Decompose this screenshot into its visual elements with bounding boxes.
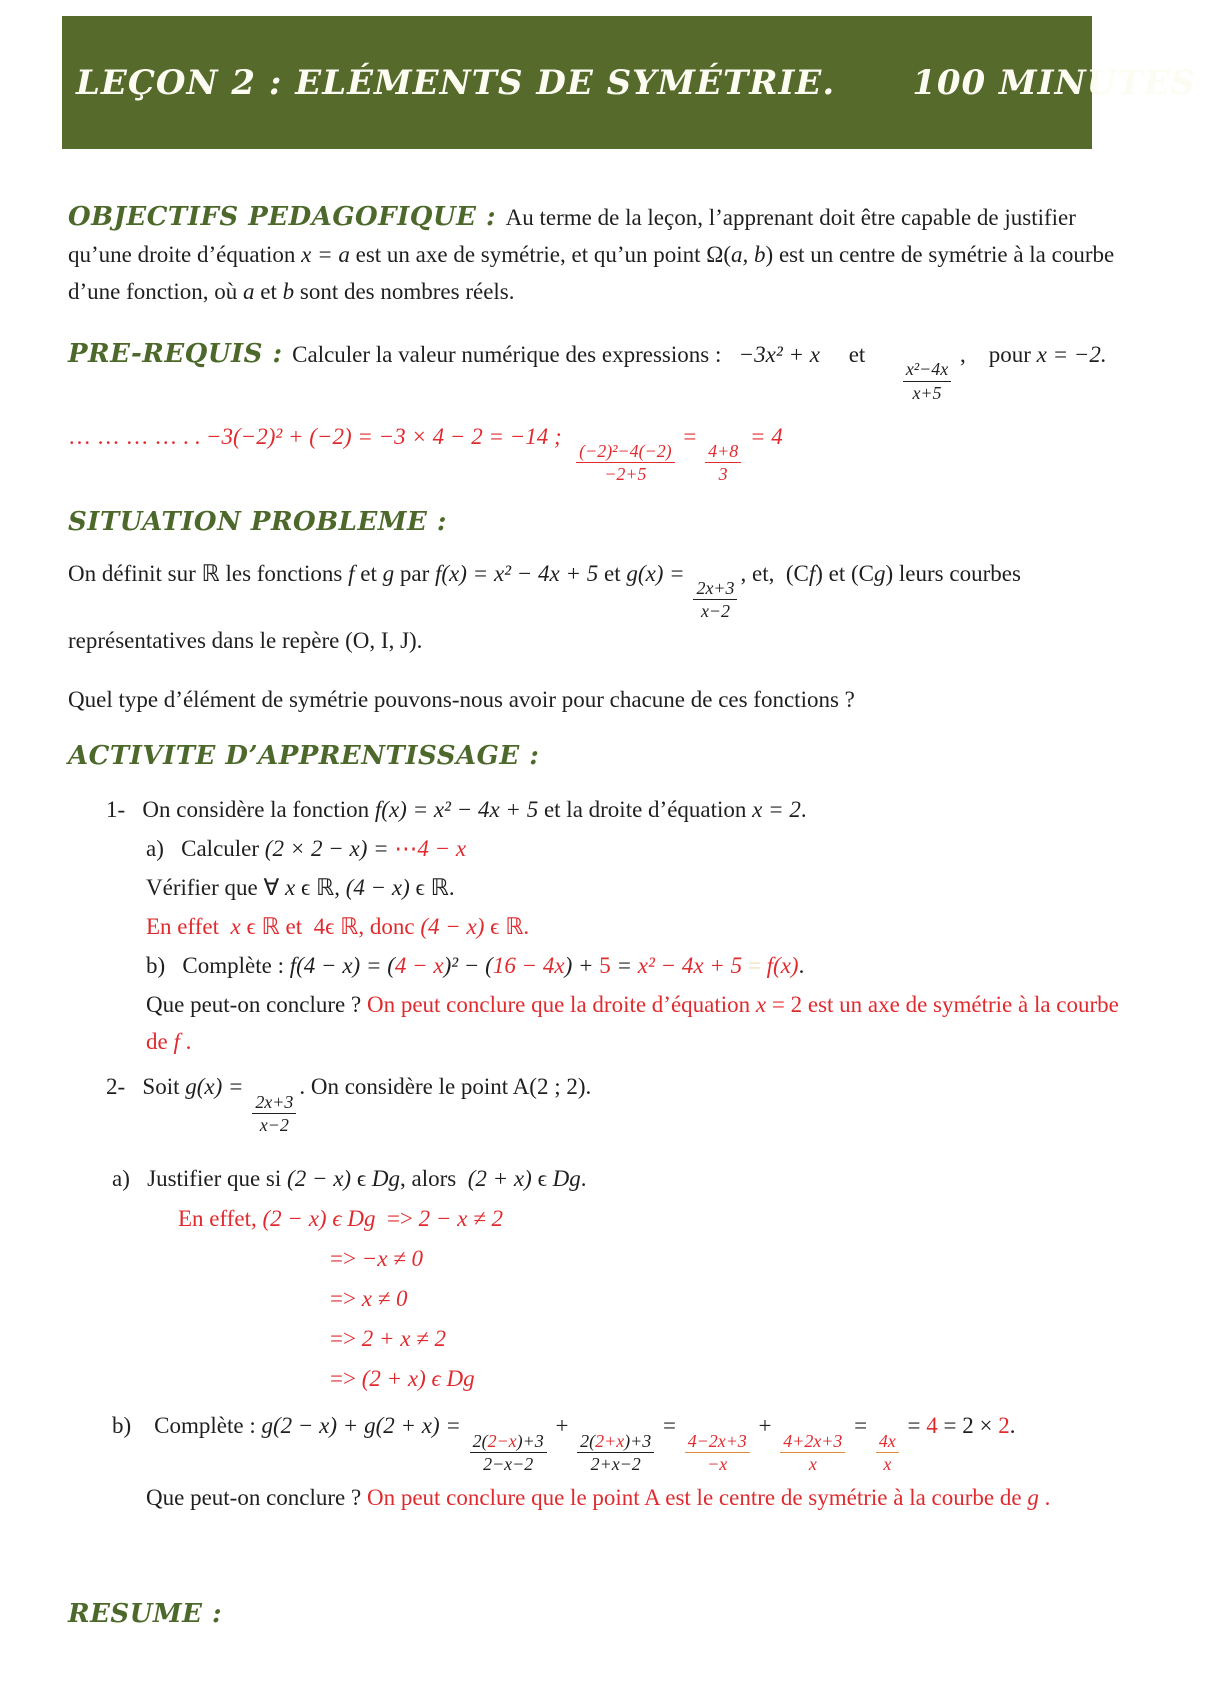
objectives-paragraph: OBJECTIFS PEDAGOFIQUE : Au terme de la leçon, l’apprenant doit être capable de justifier qu’une droite d’équation x = a est un axe de symétrie, et qu’un point Ω(a, b) est un centre de symétrie à la courbe d’une fonction, où a et b sont des nombres réels.: [68, 202, 1120, 304]
item-1b-conclusion: Que peut-on conclure ? On peut conclure que la droite d’équation x = 2 est un axe de symétrie à la courbe de f .: [146, 992, 1125, 1055]
header-banner: [62, 16, 1197, 149]
prerequis-answer-line: … … … … . . −3(−2)² + (−2) = −3 × 4 − 2 = −14 ; $\frac{\text{(−2)²−4(−2)}}{-2+5}$ = $\frac{4+8}{3}$ = 4: [68, 423, 783, 485]
item-2a-line: a) Justifier que si (2 − x) ϵ Dg, alors (2 + x) ϵ Dg.: [112, 1166, 587, 1192]
item-2b-conclusion: Que peut-on conclure ? On peut conclure que le point A est le centre de symétrie à la courbe de g .: [146, 1484, 1051, 1510]
prerequis-paragraph: PRE-REQUIS : Calculer la valeur numérique des expressions : −3x² + x et $\frac{\text{x²−4x}}{x+5}$ , pour x = −2.: [68, 339, 1107, 403]
fraction: $\frac{4-2x+3}{-x}$: [685, 1431, 750, 1475]
fraction: $\frac{2x+3}{x-2}$: [252, 1092, 296, 1136]
item-1a-line: a) Calculer (2 × 2 − x) = ⋯4 − x: [146, 836, 467, 862]
item-2a-answer-line-3: => x ≠ 0: [330, 1286, 408, 1312]
fraction: $\frac{4x}{x}$: [876, 1431, 899, 1475]
fraction: $\frac{2(2-x)+3}{2-x-2}$: [470, 1431, 547, 1475]
fraction: $\frac{2x+3}{x-2}$: [693, 578, 737, 622]
activity-item-2: 2- Soit g(x) = $\frac{2x+3}{x-2}$ . On considère le point A(2 ; 2).: [106, 1074, 592, 1135]
activity-heading: ACTIVITE D’APPRENTISSAGE :: [68, 741, 540, 772]
fraction: $\frac{4+8}{3}$: [705, 441, 741, 485]
activity-item-1: 1- On considère la fonction f(x) = x² − 4x + 5 et la droite d’équation x = 2.: [106, 797, 807, 823]
item-1b-line: b) Complète : f(4 − x) = (4 − x)² − (16 − 4x) + 5 = x² − 4x + 5 = f(x).: [146, 953, 805, 979]
document-body: [0, 199, 1229, 1633]
fraction: $\frac{2(2+x)+3}{2+x-2}$: [577, 1431, 654, 1475]
banner-lesson-title: LEÇON 2 : ELÉMENTS DE SYMÉTRIE.: [76, 62, 836, 103]
question-paragraph: Quel type d’élément de symétrie pouvons-nous avoir pour chacune de ces fonctions ?: [68, 687, 855, 713]
banner-spacer: [835, 63, 912, 103]
item-1a-verify-line: Vérifier que ∀ x ϵ ℝ, (4 − x) ϵ ℝ.: [146, 875, 455, 901]
item-1a-answer-line: En effet x ϵ ℝ et 4ϵ ℝ, donc (4 − x) ϵ ℝ.: [146, 914, 530, 940]
situation-probleme-heading: SITUATION PROBLEME :: [68, 506, 448, 537]
fraction: $\frac{\text{x²−4x}}{x+5}$: [903, 359, 951, 403]
item-2a-answer-line-2: => −x ≠ 0: [330, 1246, 424, 1272]
fraction: $\frac{4+2x+3}{x}$: [780, 1431, 845, 1475]
item-2a-answer-line-1: En effet, (2 − x) ϵ Dg => 2 − x ≠ 2: [178, 1206, 504, 1232]
item-2a-answer-line-5: => (2 + x) ϵ Dg: [330, 1366, 475, 1392]
situation-paragraph: On définit sur ℝ les fonctions f et g par f(x) = x² − 4x + 5 et g(x) = $\frac{2x+3}{x-2}$ , et, (Cf) et (Cg) leurs courbes représentatives dans le repère (O, I, J).: [68, 560, 1027, 654]
resume-heading: RESUME :: [68, 1598, 223, 1629]
fraction: $\frac{\text{(−2)²−4(−2)}}{-2+5}$: [576, 441, 675, 485]
banner-duration: 100 MINUTES: [912, 62, 1197, 103]
item-2a-answer-line-4: => 2 + x ≠ 2: [330, 1326, 447, 1352]
item-2b-line: b) Complète : g(2 − x) + g(2 + x) = $\frac{2(2-x)+3}{2-x-2}$ + $\frac{2(2+x)+3}{2+x-2}$ = $\frac{4-2x+3}{-x}$ + $\frac{4+2x+3}{x}$ = $\frac{4x}{x}$ = 4 = 2 × 2.: [112, 1413, 1016, 1474]
